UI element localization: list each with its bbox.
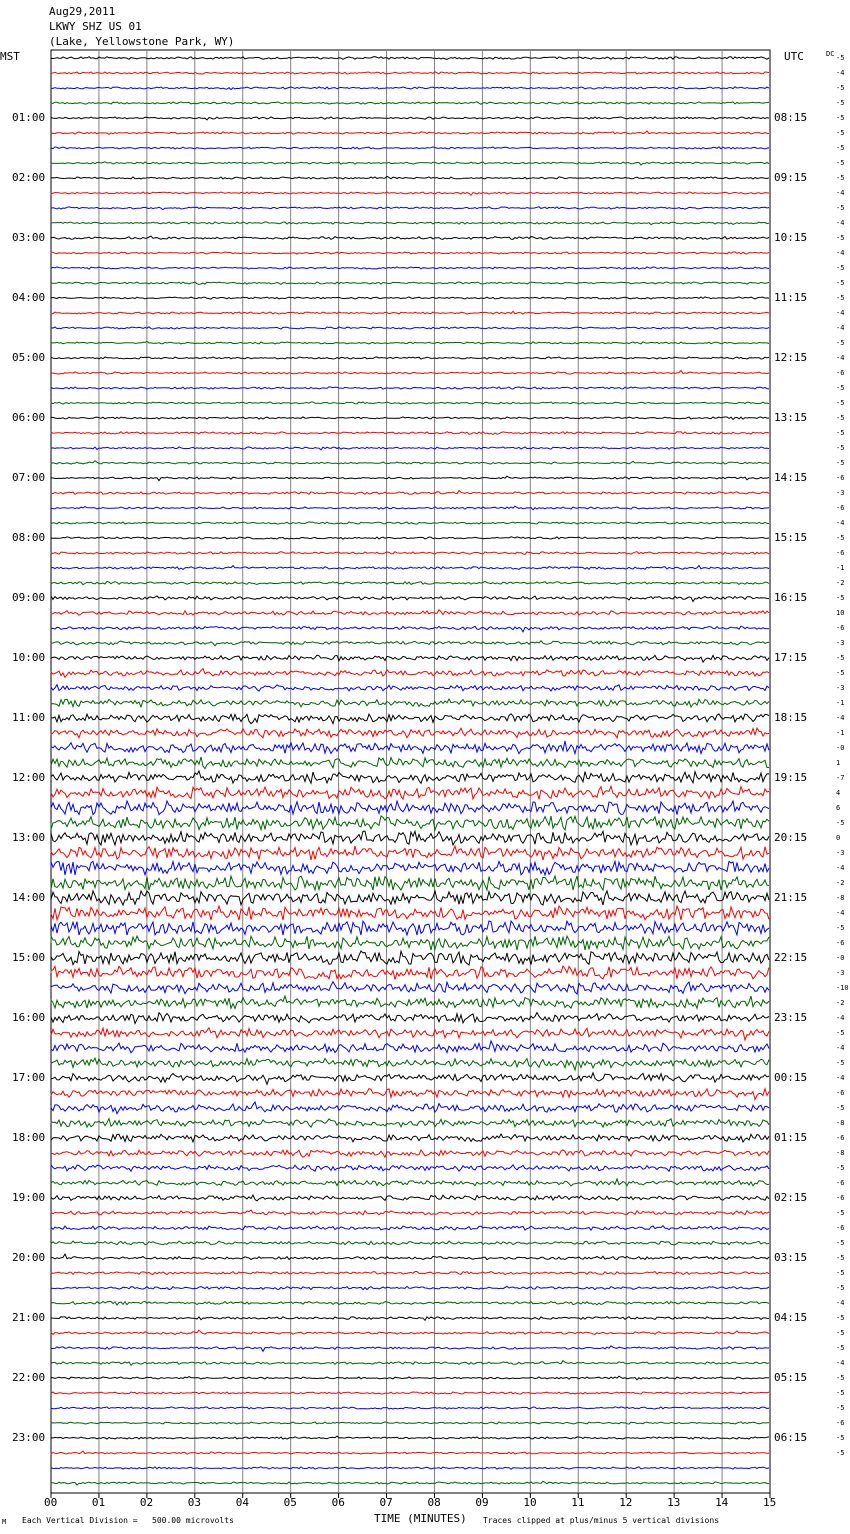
dc-offset-label: -3 bbox=[836, 684, 845, 692]
dc-offset-label: 10 bbox=[836, 609, 845, 617]
trace-line bbox=[51, 1317, 769, 1321]
trace-line bbox=[51, 522, 769, 524]
utc-hour-label: 22:15 bbox=[774, 951, 808, 964]
trace-line bbox=[51, 771, 769, 783]
dc-offset-label: -5 bbox=[836, 669, 845, 677]
trace-line bbox=[51, 1436, 769, 1439]
dc-offset-label: -5 bbox=[836, 1389, 845, 1397]
utc-hour-label: 00:15 bbox=[774, 1071, 808, 1084]
dc-offset-label: -5 bbox=[836, 594, 845, 602]
x-tick-label: 11 bbox=[571, 1496, 585, 1509]
dc-offset-label: -3 bbox=[836, 489, 845, 497]
trace-line bbox=[51, 816, 769, 830]
dc-offset-label: -8 bbox=[836, 1149, 845, 1157]
utc-hour-label: 18:15 bbox=[774, 711, 808, 724]
dc-offset-label: -6 bbox=[836, 504, 845, 512]
trace-line bbox=[51, 1041, 769, 1053]
trace-line bbox=[51, 1254, 769, 1260]
mst-hour-label: 10:00 bbox=[12, 651, 46, 664]
trace-line bbox=[51, 491, 769, 495]
trace-line bbox=[51, 1195, 769, 1201]
dc-offset-label: -6 bbox=[836, 1089, 845, 1097]
trace-line bbox=[51, 1330, 769, 1334]
location-label: (Lake, Yellowstone Park, WY) bbox=[49, 35, 235, 48]
dc-offset-label: -5 bbox=[836, 654, 845, 662]
utc-hour-label: 05:15 bbox=[774, 1371, 808, 1384]
trace-line bbox=[51, 655, 769, 662]
mst-hour-label: 23:00 bbox=[12, 1431, 46, 1444]
mst-hour-label: 13:00 bbox=[12, 831, 46, 844]
dc-offset-label: -2 bbox=[836, 579, 845, 587]
trace-line bbox=[51, 267, 769, 269]
trace-line bbox=[51, 387, 769, 389]
trace-line bbox=[51, 1392, 769, 1394]
trace-line bbox=[51, 357, 769, 359]
trace-line bbox=[51, 147, 769, 149]
dc-offset-label: -5 bbox=[836, 1104, 845, 1112]
dc-offset-label: -5 bbox=[836, 1449, 845, 1457]
trace-line bbox=[51, 342, 769, 345]
trace-line bbox=[51, 417, 769, 420]
utc-hour-label: 04:15 bbox=[774, 1311, 808, 1324]
x-tick-label: 14 bbox=[715, 1496, 729, 1509]
dc-offset-label: -5 bbox=[836, 99, 845, 107]
dc-offset-label: -4 bbox=[836, 714, 845, 722]
trace-line bbox=[51, 1302, 769, 1306]
trace-line bbox=[51, 1134, 769, 1142]
dc-offset-label: -6 bbox=[836, 369, 845, 377]
trace-line bbox=[51, 1241, 769, 1245]
dc-offset-label: -8 bbox=[836, 1119, 845, 1127]
x-tick-label: 07 bbox=[379, 1496, 393, 1509]
dc-offset-label: -5 bbox=[836, 234, 845, 242]
dc-offset-label: -5 bbox=[836, 84, 845, 92]
dc-offset-label: -6 bbox=[836, 1194, 845, 1202]
trace-line bbox=[51, 596, 769, 602]
dc-offset-label: -5 bbox=[836, 924, 845, 932]
trace-line bbox=[51, 921, 769, 935]
mst-hour-label: 16:00 bbox=[12, 1011, 46, 1024]
dc-offset-label: -6 bbox=[836, 1179, 845, 1187]
dc-offset-label: -4 bbox=[836, 1359, 845, 1367]
x-axis-label: TIME (MINUTES) bbox=[374, 1512, 467, 1525]
trace-line bbox=[51, 311, 769, 314]
dc-offset-label: -5 bbox=[836, 1344, 845, 1352]
utc-hour-label: 15:15 bbox=[774, 531, 808, 544]
dc-axis-title: DC bbox=[826, 50, 835, 58]
dc-offset-label: 6 bbox=[836, 804, 841, 812]
mst-hour-label: 11:00 bbox=[12, 711, 46, 724]
mst-hour-label: 01:00 bbox=[12, 111, 46, 124]
dc-offset-label: -5 bbox=[836, 1434, 845, 1442]
dc-offset-label: -5 bbox=[836, 1284, 845, 1292]
trace-line bbox=[51, 669, 769, 678]
trace-line bbox=[51, 1073, 769, 1085]
dc-offset-label: -5 bbox=[836, 264, 845, 272]
trace-line bbox=[51, 1346, 769, 1352]
mst-hour-label: 12:00 bbox=[12, 771, 46, 784]
mst-hour-label: 03:00 bbox=[12, 231, 46, 244]
station-label: LKWY SHZ US 01 bbox=[49, 20, 142, 33]
trace-line bbox=[51, 626, 769, 632]
utc-hour-label: 17:15 bbox=[774, 651, 808, 664]
trace-line bbox=[51, 552, 769, 555]
utc-hour-label: 08:15 bbox=[774, 111, 808, 124]
trace-line bbox=[51, 1058, 769, 1070]
trace-line bbox=[51, 801, 769, 815]
trace-line bbox=[51, 1226, 769, 1230]
dc-offset-label: -4 bbox=[836, 519, 845, 527]
dc-offset-label: -5 bbox=[836, 1374, 845, 1382]
trace-line bbox=[51, 476, 769, 480]
mst-hour-label: 07:00 bbox=[12, 471, 46, 484]
x-tick-label: 03 bbox=[187, 1496, 202, 1509]
trace-line bbox=[51, 714, 769, 724]
utc-hour-label: 16:15 bbox=[774, 591, 808, 604]
left-axis-title: MST bbox=[0, 50, 20, 63]
dc-offset-label: -5 bbox=[836, 1029, 845, 1037]
trace-line bbox=[51, 906, 769, 920]
clip-note: Traces clipped at plus/minus 5 vertical divisions bbox=[483, 1516, 720, 1525]
dc-offset-label: -5 bbox=[836, 1059, 845, 1067]
trace-line bbox=[51, 699, 769, 707]
trace-line bbox=[51, 537, 769, 539]
dc-offset-label: -3 bbox=[836, 639, 845, 647]
dc-offset-label: -5 bbox=[836, 384, 845, 392]
dc-offset-label: 1 bbox=[836, 759, 841, 767]
trace-line bbox=[51, 222, 769, 225]
dc-offset-label: -1 bbox=[836, 699, 845, 707]
x-tick-label: 12 bbox=[619, 1496, 633, 1509]
dc-offset-label: -6 bbox=[836, 549, 845, 557]
trace-line bbox=[51, 282, 769, 284]
utc-hour-label: 19:15 bbox=[774, 771, 808, 784]
dc-offset-label: -5 bbox=[836, 204, 845, 212]
x-tick-label: 01 bbox=[91, 1496, 106, 1509]
trace-line bbox=[51, 432, 769, 435]
trace-line bbox=[51, 1451, 769, 1454]
utc-hour-label: 21:15 bbox=[774, 891, 808, 904]
trace-line bbox=[51, 506, 769, 510]
trace-line bbox=[51, 1102, 769, 1114]
mst-hour-label: 15:00 bbox=[12, 951, 46, 964]
dc-offset-label: -4 bbox=[836, 249, 845, 257]
trace-line bbox=[51, 982, 769, 994]
trace-line bbox=[51, 1467, 769, 1469]
trace-line bbox=[51, 1210, 769, 1215]
trace-line bbox=[51, 610, 769, 615]
trace-line bbox=[51, 236, 769, 239]
trace-line bbox=[51, 741, 769, 754]
trace-line bbox=[51, 566, 769, 570]
trace-line bbox=[51, 951, 769, 965]
dc-offset-label: -2 bbox=[836, 999, 845, 1007]
utc-hour-label: 13:15 bbox=[774, 411, 808, 424]
mst-hour-label: 04:00 bbox=[12, 291, 46, 304]
x-tick-label: 04 bbox=[235, 1496, 249, 1509]
dc-offset-label: -4 bbox=[836, 324, 845, 332]
x-tick-label: 09 bbox=[475, 1496, 489, 1509]
dc-offset-label: -5 bbox=[836, 459, 845, 467]
utc-hour-label: 20:15 bbox=[774, 831, 808, 844]
trace-line bbox=[51, 327, 769, 329]
trace-line bbox=[51, 1165, 769, 1172]
utc-hour-label: 02:15 bbox=[774, 1191, 808, 1204]
trace-line bbox=[51, 1286, 769, 1289]
utc-hour-label: 14:15 bbox=[774, 471, 808, 484]
dc-offset-label: -4 bbox=[836, 1074, 845, 1082]
trace-line bbox=[51, 757, 769, 769]
trace-line bbox=[51, 1179, 769, 1186]
dc-offset-label: -5 bbox=[836, 1314, 845, 1322]
dc-offset-label: -5 bbox=[836, 819, 845, 827]
trace-line bbox=[51, 370, 769, 374]
dc-offset-label: -7 bbox=[836, 774, 845, 782]
logo-mark: M bbox=[2, 1518, 7, 1526]
x-tick-label: 10 bbox=[523, 1496, 537, 1509]
date-label: Aug29,2011 bbox=[49, 5, 116, 18]
trace-line bbox=[51, 728, 769, 738]
dc-offset-label: -5 bbox=[836, 429, 845, 437]
trace-line bbox=[51, 1361, 769, 1366]
dc-offset-label: -6 bbox=[836, 1224, 845, 1232]
dc-offset-label: -4 bbox=[836, 909, 845, 917]
x-tick-label: 13 bbox=[667, 1496, 681, 1509]
dc-offset-label: -4 bbox=[836, 219, 845, 227]
dc-offset-label: -5 bbox=[836, 1239, 845, 1247]
dc-offset-label: -5 bbox=[836, 444, 845, 452]
utc-hour-label: 11:15 bbox=[774, 291, 808, 304]
dc-offset-label: -5 bbox=[836, 399, 845, 407]
utc-hour-label: 09:15 bbox=[774, 171, 808, 184]
right-axis-title: UTC bbox=[784, 50, 804, 63]
dc-offset-label: -5 bbox=[836, 1269, 845, 1277]
trace-line bbox=[51, 846, 769, 860]
trace-line bbox=[51, 87, 769, 90]
plot-frame bbox=[51, 50, 770, 1493]
dc-offset-label: -3 bbox=[836, 849, 845, 857]
dc-offset-label: -4 bbox=[836, 864, 845, 872]
dc-offset-label: -4 bbox=[836, 309, 845, 317]
dc-offset-label: -0 bbox=[836, 744, 845, 752]
trace-line bbox=[51, 1013, 769, 1024]
x-tick-label: 06 bbox=[331, 1496, 345, 1509]
dc-offset-label: -5 bbox=[836, 174, 845, 182]
dc-offset-label: -4 bbox=[836, 1044, 845, 1052]
dc-offset-label: -4 bbox=[836, 69, 845, 77]
utc-hour-label: 23:15 bbox=[774, 1011, 808, 1024]
trace-line bbox=[51, 1407, 769, 1409]
dc-offset-label: -5 bbox=[836, 1209, 845, 1217]
dc-offset-label: -4 bbox=[836, 189, 845, 197]
trace-line bbox=[51, 57, 769, 60]
dc-offset-label: -4 bbox=[836, 1014, 845, 1022]
trace-line bbox=[51, 162, 769, 165]
dc-offset-label: -5 bbox=[836, 159, 845, 167]
dc-offset-label: -8 bbox=[836, 894, 845, 902]
dc-offset-label: -4 bbox=[836, 1299, 845, 1307]
mst-hour-label: 02:00 bbox=[12, 171, 46, 184]
mst-hour-label: 18:00 bbox=[12, 1131, 46, 1144]
trace-line bbox=[51, 996, 769, 1009]
trace-line bbox=[51, 1481, 769, 1485]
trace-line bbox=[51, 861, 769, 875]
dc-offset-label: -1 bbox=[836, 564, 845, 572]
dc-offset-label: -5 bbox=[836, 54, 845, 62]
trace-line bbox=[51, 786, 769, 799]
trace-line bbox=[51, 447, 769, 450]
dc-offset-label: -3 bbox=[836, 969, 845, 977]
dc-offset-label: -5 bbox=[836, 1164, 845, 1172]
trace-line bbox=[51, 966, 769, 980]
trace-line bbox=[51, 131, 769, 134]
utc-hour-label: 03:15 bbox=[774, 1251, 808, 1264]
dc-offset-label: -6 bbox=[836, 939, 845, 947]
dc-offset-label: -4 bbox=[836, 354, 845, 362]
trace-line bbox=[51, 192, 769, 195]
trace-line bbox=[51, 1272, 769, 1275]
trace-line bbox=[51, 176, 769, 179]
utc-hour-label: 01:15 bbox=[774, 1131, 808, 1144]
dc-offset-label: -5 bbox=[836, 534, 845, 542]
dc-offset-label: -6 bbox=[836, 1134, 845, 1142]
mst-hour-label: 05:00 bbox=[12, 351, 46, 364]
trace-line bbox=[51, 685, 769, 691]
dc-offset-label: -5 bbox=[836, 279, 845, 287]
mst-hour-label: 22:00 bbox=[12, 1371, 46, 1384]
trace-line bbox=[51, 252, 769, 254]
x-tick-label: 02 bbox=[139, 1496, 154, 1509]
trace-line bbox=[51, 831, 769, 845]
dc-offset-label: 4 bbox=[836, 789, 841, 797]
mst-hour-label: 19:00 bbox=[12, 1191, 46, 1204]
trace-line bbox=[51, 1028, 769, 1040]
trace-line bbox=[51, 641, 769, 646]
utc-hour-label: 12:15 bbox=[774, 351, 808, 364]
x-tick-label: 15 bbox=[763, 1496, 777, 1509]
utc-hour-label: 06:15 bbox=[774, 1431, 808, 1444]
dc-offset-label: -5 bbox=[836, 294, 845, 302]
dc-offset-label: -6 bbox=[836, 624, 845, 632]
x-tick-label: 00 bbox=[44, 1496, 58, 1509]
dc-offset-label: -5 bbox=[836, 114, 845, 122]
dc-offset-label: -2 bbox=[836, 879, 845, 887]
mst-hour-label: 08:00 bbox=[12, 531, 46, 544]
mst-hour-label: 17:00 bbox=[12, 1071, 46, 1084]
trace-line bbox=[51, 117, 769, 120]
dc-offset-label: -6 bbox=[836, 1419, 845, 1427]
dc-offset-label: -5 bbox=[836, 1254, 845, 1262]
dc-offset-label: -6 bbox=[836, 474, 845, 482]
dc-offset-label: -5 bbox=[836, 414, 845, 422]
trace-line bbox=[51, 297, 769, 299]
trace-line bbox=[51, 402, 769, 404]
trace-line bbox=[51, 102, 769, 105]
trace-line bbox=[51, 72, 769, 74]
mst-hour-label: 09:00 bbox=[12, 591, 46, 604]
x-tick-label: 05 bbox=[283, 1496, 297, 1509]
mst-hour-label: 14:00 bbox=[12, 891, 46, 904]
trace-line bbox=[51, 581, 769, 584]
trace-line bbox=[51, 936, 769, 950]
utc-hour-label: 10:15 bbox=[774, 231, 808, 244]
dc-offset-label: -1 bbox=[836, 729, 845, 737]
dc-offset-label: -5 bbox=[836, 339, 845, 347]
trace-line bbox=[51, 876, 769, 890]
dc-offset-label: -5 bbox=[836, 1329, 845, 1337]
dc-offset-label: 0 bbox=[836, 834, 841, 842]
dc-offset-label: -5 bbox=[836, 129, 845, 137]
trace-line bbox=[51, 1422, 769, 1424]
dc-offset-label: -5 bbox=[836, 1404, 845, 1412]
dc-offset-label: -10 bbox=[836, 984, 849, 992]
trace-line bbox=[51, 207, 769, 210]
mst-hour-label: 21:00 bbox=[12, 1311, 46, 1324]
dc-offset-label: -5 bbox=[836, 144, 845, 152]
trace-line bbox=[51, 1089, 769, 1100]
trace-line bbox=[51, 891, 769, 905]
trace-line bbox=[51, 1119, 769, 1128]
trace-line bbox=[51, 1150, 769, 1157]
dc-offset-label: -0 bbox=[836, 954, 845, 962]
x-tick-label: 08 bbox=[427, 1496, 441, 1509]
mst-hour-label: 06:00 bbox=[12, 411, 46, 424]
mst-hour-label: 20:00 bbox=[12, 1251, 46, 1264]
trace-line bbox=[51, 461, 769, 464]
scale-note: Each Vertical Division = 500.00 microvolts bbox=[22, 1516, 234, 1525]
trace-line bbox=[51, 1376, 769, 1380]
